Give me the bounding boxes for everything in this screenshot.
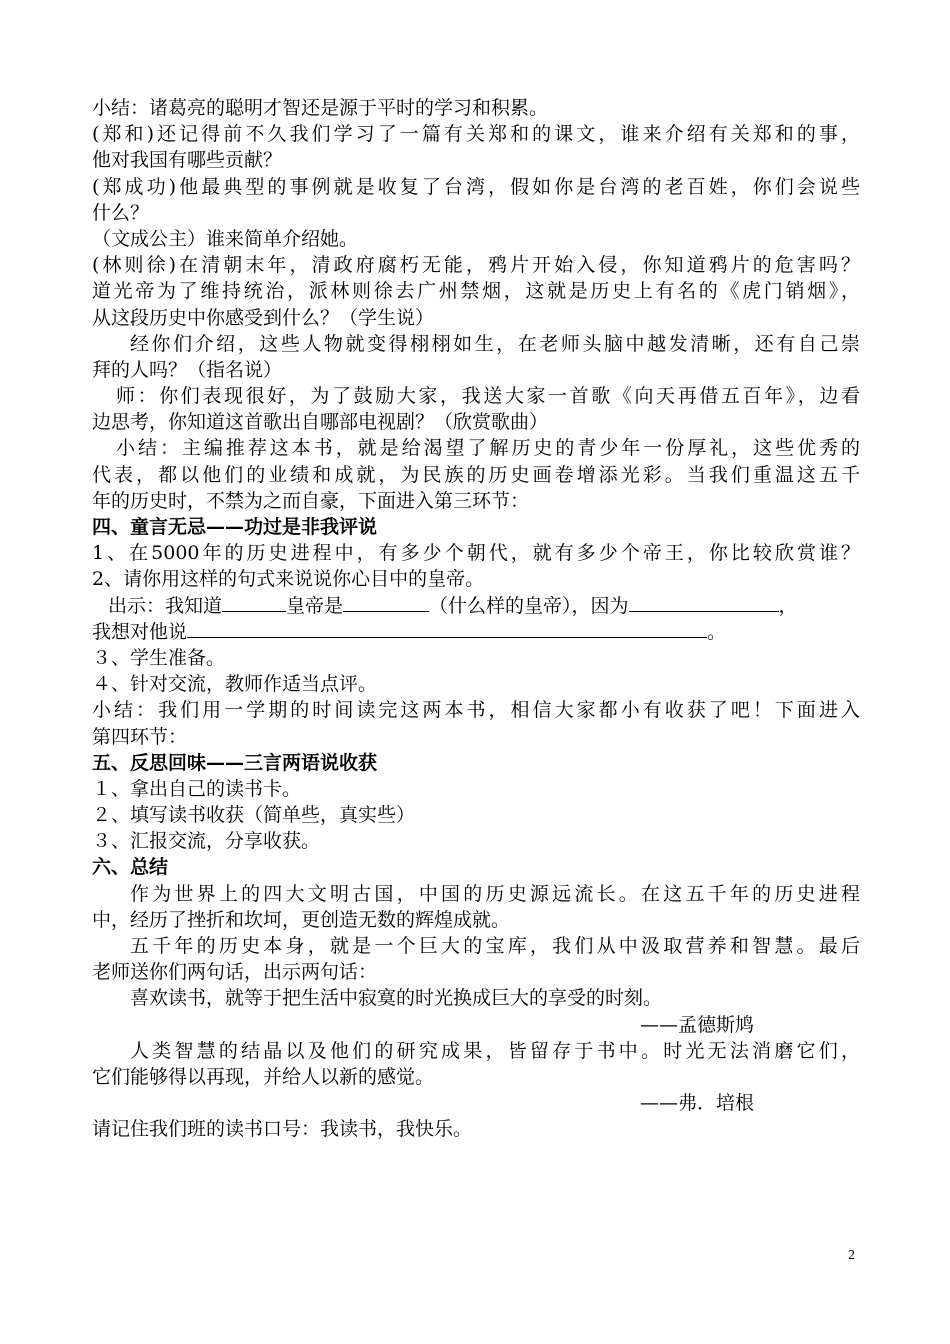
- blank-line: [187, 619, 707, 638]
- blank-line: [629, 593, 779, 612]
- list-item: ４、针对交流，教师作适当点评。: [92, 673, 378, 696]
- paragraph-line: 从这段历史中你感受到什么？（学生说）: [92, 306, 435, 329]
- paragraph-line: 老师送你们两句话，出示两句话：: [92, 961, 378, 984]
- paragraph-line: （文成公主）谁来简单介绍她。: [92, 227, 359, 250]
- fill-in-text: 。: [707, 620, 727, 643]
- fill-in-text: 我想对他说: [92, 620, 188, 643]
- paragraph-line: 请记住我们班的读书口号：我读书，我快乐。: [92, 1118, 473, 1141]
- fill-in-text: （什么样的皇帝），因为: [429, 594, 629, 617]
- fill-in-text: ，: [778, 594, 798, 617]
- section-heading: 四、童言无忌——功过是非我评说: [92, 516, 378, 538]
- list-item: 2、请你用这样的句式来说说你心目中的皇帝。: [92, 568, 485, 591]
- paragraph-line: 边思考，你知道这首歌出自哪部电视剧？（欣赏歌曲）: [92, 411, 549, 434]
- blank-line: [222, 593, 286, 612]
- paragraph-line: (郑和)还记得前不久我们学习了一篇有关郑和的课文，谁来介绍有关郑和的事，: [92, 123, 860, 146]
- paragraph-line: 小结：我们用一学期的时间读完这两本书，相信大家都小有收获了吧！下面进入: [92, 699, 860, 722]
- paragraph-line: 小结：主编推荐这本书，就是给渴望了解历史的青少年一份厚礼，这些优秀的: [116, 437, 860, 460]
- section-heading: 五、反思回味——三言两语说收获: [92, 751, 378, 774]
- paragraph-line: (林则徐)在清朝末年，清政府腐朽无能，鸦片开始入侵，你知道鸦片的危害吗？: [92, 254, 860, 277]
- paragraph-line: 小结：诸葛亮的聪明才智还是源于平时的学习和积累。: [92, 97, 549, 119]
- fill-in-text: 皇帝是: [286, 594, 344, 617]
- paragraph-line: 道光帝为了维持统治，派林则徐去广州禁烟，这就是历史上有名的《虎门销烟》，: [92, 280, 860, 303]
- list-item: １、拿出自己的读书卡。: [92, 777, 302, 800]
- quote-line: 人类智慧的结晶以及他们的研究成果，皆留存于书中。时光无法消磨它们，: [130, 1039, 860, 1062]
- list-item: 1、在5000年的历史进程中，有多少个朝代，就有多少个帝王，你比较欣赏谁？: [92, 542, 860, 565]
- quote-attribution: ——弗．培根: [640, 1092, 755, 1115]
- paragraph-line: 五千年的历史本身，就是一个巨大的宝库，我们从中汲取营养和智慧。最后: [130, 935, 860, 957]
- quote-line: 它们能够得以再现，并给人以新的感觉。: [92, 1065, 435, 1088]
- paragraph-line: 年的历史时，不禁为之而自豪，下面进入第三环节：: [92, 489, 530, 512]
- quote-attribution: ——孟德斯鸠: [640, 1013, 755, 1036]
- paragraph-line: 作为世界上的四大文明古国，中国的历史源远流长。在这五千年的历史进程: [130, 882, 860, 905]
- page-number: 2: [848, 1248, 855, 1263]
- paragraph-line: (郑成功)他最典型的事例就是收复了台湾，假如你是台湾的老百姓，你们会说些: [92, 175, 860, 198]
- paragraph-line: 师：你们表现很好，为了鼓励大家，我送大家一首歌《向天再借五百年》，边看: [116, 385, 860, 408]
- list-item: ３、汇报交流，分享收获。: [92, 830, 321, 853]
- paragraph-line: 他对我国有哪些贡献？: [92, 149, 283, 172]
- quote-line: 喜欢读书，就等于把生活中寂寞的时光换成巨大的享受的时刻。: [130, 987, 663, 1010]
- fill-in-sentence: [92, 593, 860, 619]
- paragraph-line: 什么？: [92, 201, 150, 224]
- section-heading: 六、总结: [92, 856, 169, 879]
- paragraph-line: 拜的人吗？（指名说）: [92, 358, 283, 381]
- document-body: [92, 95, 860, 1143]
- list-item: ２、填写读书收获（简单些，真实些）: [92, 804, 416, 827]
- paragraph-line: 代表，都以他们的业绩和成就，为民族的历史画卷增添光彩。当我们重温这五千: [92, 463, 860, 486]
- fill-in-text: 出示：我知道: [108, 594, 223, 617]
- blank-line: [343, 593, 429, 612]
- paragraph-line: 中，经历了挫折和坎坷，更创造无数的辉煌成就。: [92, 908, 511, 931]
- paragraph-line: 第四环节：: [92, 725, 188, 748]
- fill-in-sentence: [92, 619, 860, 645]
- list-item: ３、学生准备。: [92, 646, 226, 669]
- paragraph-line: 经你们介绍，这些人物就变得栩栩如生，在老师头脑中越发清晰，还有自己崇: [130, 332, 860, 355]
